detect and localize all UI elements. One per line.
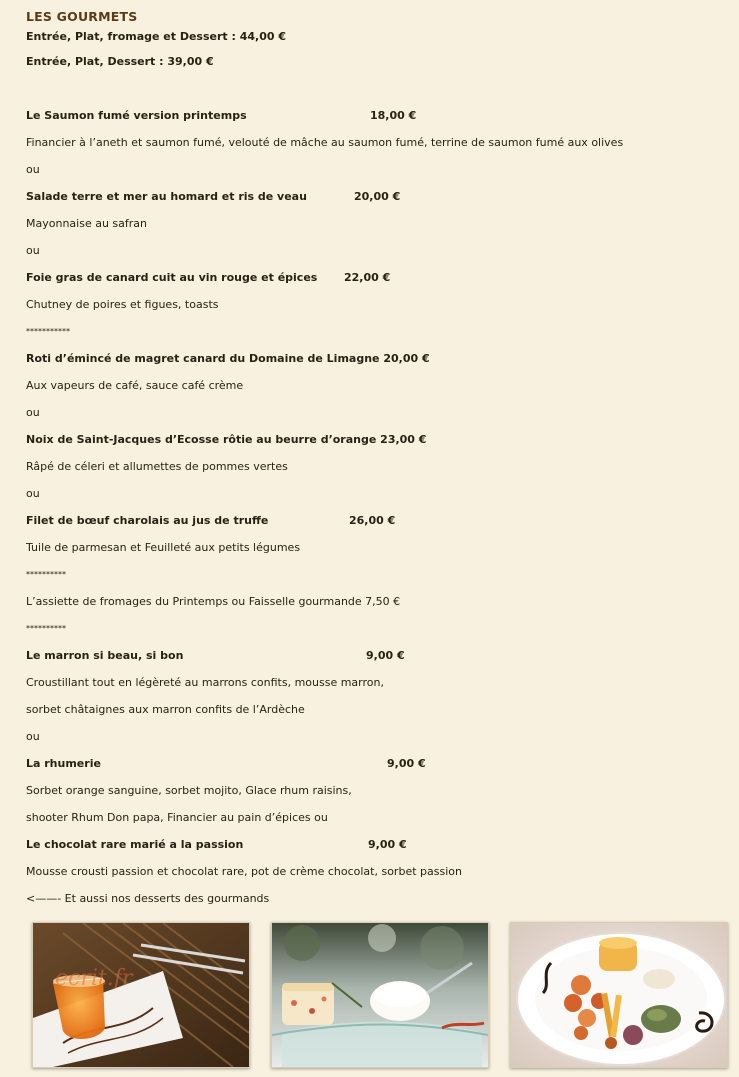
dessert-link-note: <——- Et aussi nos desserts des gourmands — [26, 892, 270, 905]
star-separator: ********** — [26, 570, 66, 579]
dish-name: L’assiette de fromages du Printemps ou Faisselle gourmande — [26, 595, 362, 608]
star-separator: ********** — [26, 624, 66, 633]
dish-line — [26, 345, 726, 372]
dish-line — [26, 642, 726, 669]
dish-description: Mousse crousti passion et chocolat rare, pot de crème chocolat, sorbet passion — [26, 865, 462, 878]
photo-orange-verrine-image — [33, 923, 249, 1067]
photo-seafood-plate — [510, 922, 728, 1068]
photo-terrine-plate — [271, 922, 489, 1068]
formula-line: Entrée, Plat, Dessert : 39,00 € — [26, 55, 214, 68]
dish-name: Roti d’émincé de magret canard du Domaine de Limagne — [26, 352, 380, 365]
separator-ou: ou — [26, 730, 40, 743]
dish-price: 9,00 € — [366, 649, 405, 662]
photo-orange-verrine — [32, 922, 250, 1068]
dish-price: 20,00 € — [383, 352, 430, 365]
dish-name: Foie gras de canard cuit au vin rouge et épices — [26, 271, 318, 284]
dish-description: Chutney de poires et figues, toasts — [26, 298, 219, 311]
separator-ou: ou — [26, 244, 40, 257]
dish-price: 20,00 € — [354, 190, 401, 203]
dish-description: Tuile de parmesan et Feuilleté aux petits légumes — [26, 541, 301, 554]
dish-name: Filet de bœuf charolais au jus de truffe — [26, 514, 269, 527]
dish-description: Mayonnaise au safran — [26, 217, 147, 230]
dish-price: 22,00 € — [344, 271, 391, 284]
dish-line — [26, 183, 726, 210]
separator-ou: ou — [26, 406, 40, 419]
menu-title: LES GOURMETS — [26, 9, 138, 24]
dish-line — [26, 264, 726, 291]
dish-price: 7,50 € — [365, 595, 401, 608]
dish-line — [26, 102, 726, 129]
dish-price: 26,00 € — [349, 514, 396, 527]
menu — [26, 8, 726, 912]
star-separator: *********** — [26, 327, 70, 336]
dish-price: 9,00 € — [368, 838, 407, 851]
dish-description: Râpé de céleri et allumettes de pommes vertes — [26, 460, 288, 473]
dish-description: shooter Rhum Don papa, Financier au pain d’épices ou — [26, 811, 328, 824]
dish-line — [26, 750, 726, 777]
dish-description: Croustillant tout en légèreté au marrons confits, mousse marron, — [26, 676, 384, 689]
dish-line — [26, 588, 726, 615]
dish-price: 18,00 € — [370, 109, 417, 122]
dish-line — [26, 507, 726, 534]
dish-name: Le chocolat rare marié a la passion — [26, 838, 244, 851]
photo-terrine-plate-image — [272, 923, 488, 1067]
separator-ou: ou — [26, 163, 40, 176]
dish-name: La rhumerie — [26, 757, 101, 770]
dish-name: Noix de Saint-Jacques d’Ecosse rôtie au beurre d’orange — [26, 433, 377, 446]
separator-ou: ou — [26, 487, 40, 500]
formula-line: Entrée, Plat, fromage et Dessert : 44,00 € — [26, 30, 287, 43]
dish-description: Aux vapeurs de café, sauce café crème — [26, 379, 244, 392]
photo-seafood-plate-image — [511, 923, 727, 1067]
dish-description: sorbet châtaignes aux marron confits de l’Ardèche — [26, 703, 305, 716]
dish-name: Le marron si beau, si bon — [26, 649, 184, 662]
dish-price: 9,00 € — [387, 757, 426, 770]
dish-description: Financier à l’aneth et saumon fumé, velouté de mâche au saumon fumé, terrine de saumon fumé aux olives — [26, 136, 624, 149]
dish-line — [26, 426, 726, 453]
dish-line — [26, 831, 726, 858]
spacer — [26, 75, 726, 102]
dish-name: Salade terre et mer au homard et ris de veau — [26, 190, 307, 203]
dish-price: 23,00 € — [380, 433, 427, 446]
dish-description: Sorbet orange sanguine, sorbet mojito, Glace rhum raisins, — [26, 784, 352, 797]
watermark: ecrit.fr — [55, 966, 133, 991]
photo-strip — [0, 922, 739, 1072]
dish-name: Le Saumon fumé version printemps — [26, 109, 247, 122]
